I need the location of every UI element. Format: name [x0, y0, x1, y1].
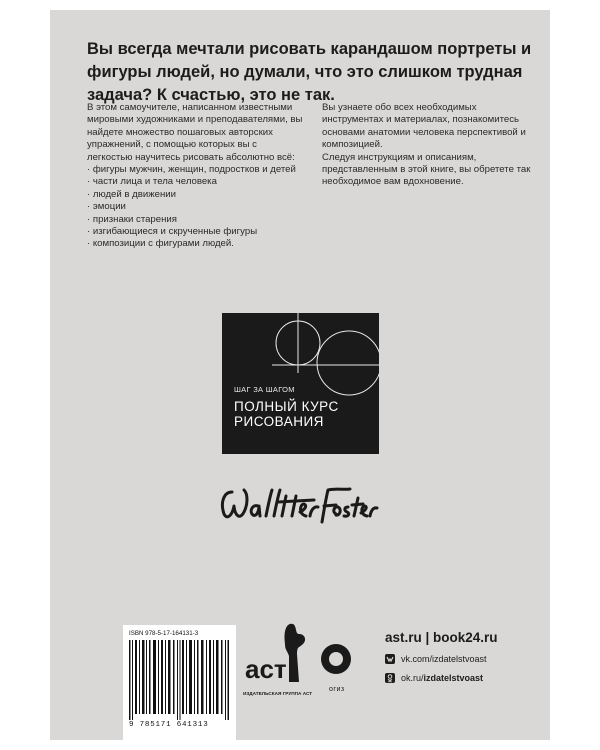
series-badge	[222, 313, 379, 454]
ok-url-prefix: ok.ru/	[401, 673, 424, 683]
ogiz-logo	[320, 643, 354, 683]
ok-icon	[385, 673, 395, 683]
headline: Вы всегда мечтали рисовать карандашом портреты и фигуры людей, но думали, что это слишком трудная задача? К счастью, это не так.	[87, 40, 532, 104]
list-item: · композиции с фигурами людей.	[87, 238, 305, 250]
tools-paragraph: Вы узнаете обо всех необходимых инструментах и материалах, познакомитесь основами анатомии человека перспективой и композицией.	[322, 102, 526, 151]
book-title	[234, 399, 339, 429]
list-item: · фигуры мужчин, женщин, подростков и детей	[87, 164, 305, 176]
list-item: · эмоции	[87, 201, 305, 213]
ok-link	[385, 673, 483, 683]
book-title-line1: ПОЛНЫЙ КУРС	[234, 399, 339, 414]
intro-text: В этом самоучителе, написанном известными мировыми художниками и преподавателями, вы найдете множество пошаговых авторских упражнений, с помощью которых вы с легкостью научитесь рисовать абсолютно всё:	[87, 102, 303, 163]
ok-url-handle: izdatelstvoast	[423, 673, 484, 683]
inspiration-paragraph: Следуя инструкциям и описаниям, представленным в этой книге, вы обретете так необходимое вам вдохновение.	[322, 151, 531, 188]
book-title-line2: РИСОВАНИЯ	[234, 414, 324, 429]
barcode-icon	[129, 640, 230, 720]
geometric-lines-icon	[222, 313, 379, 454]
vk-link	[385, 654, 487, 664]
vk-url: vk.com/izdatelstvoast	[401, 654, 487, 664]
barcode-digits: 9 785171 641313	[129, 721, 209, 729]
vk-icon	[385, 654, 395, 664]
topics-list	[87, 164, 305, 251]
barcode-panel	[123, 625, 236, 740]
ogiz-caption: огиз	[329, 686, 345, 693]
ast-publisher-logo	[243, 620, 317, 690]
walter-foster-signature-logo	[218, 480, 380, 530]
website-links: ast.ru | book24.ru	[385, 630, 498, 645]
isbn-text: ISBN 978-5-17-164131-3	[129, 630, 199, 637]
book-back-cover	[50, 10, 550, 740]
left-column	[87, 102, 305, 251]
list-item: · людей в движении	[87, 189, 305, 201]
right-column	[322, 102, 537, 189]
series-label: ШАГ ЗА ШАГОМ	[234, 385, 295, 394]
ast-logo-text: аст	[245, 654, 287, 684]
list-item: · признаки старения	[87, 214, 305, 226]
publisher-caption: ИЗДАТЕЛЬСКАЯ ГРУППА АСТ	[243, 691, 313, 696]
list-item: · части лица и тела человека	[87, 176, 305, 188]
list-item: · изгибающиеся и скрученные фигуры	[87, 226, 305, 238]
